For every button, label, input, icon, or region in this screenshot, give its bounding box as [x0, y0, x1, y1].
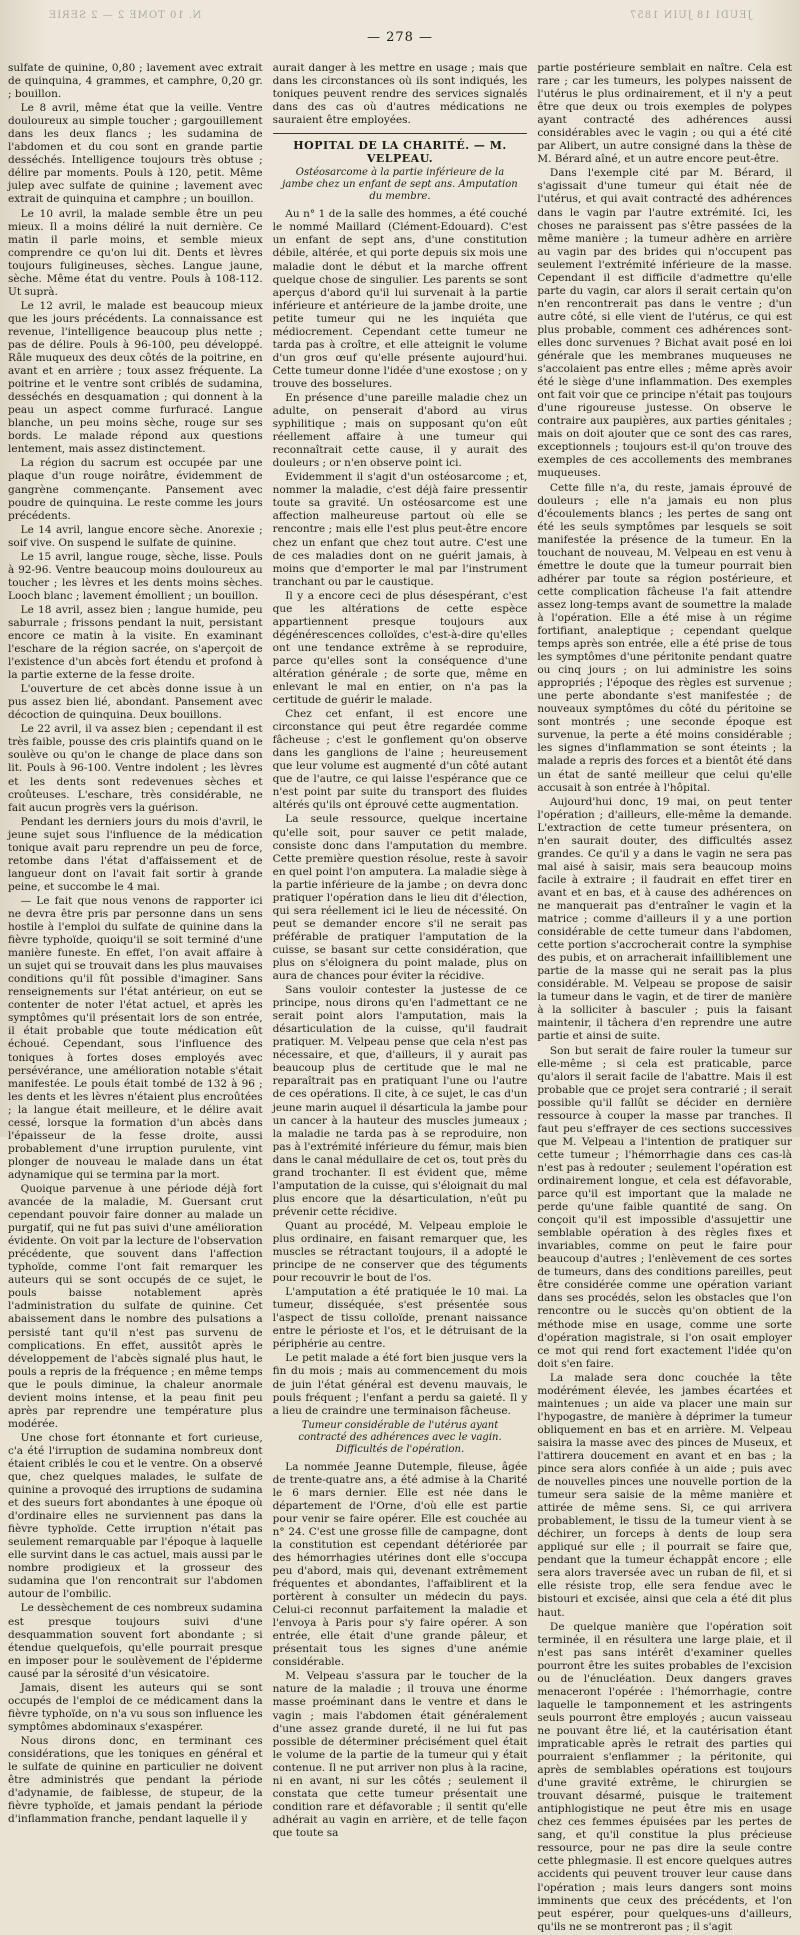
- paragraph: Cette fille n'a, du reste, jamais éprouvé de douleurs ; elle n'a jamais eu non plus d'écoulements blancs ; les pertes de sang ont été les seuls symptômes par lesquels se soit manifestée la présence de la tumeur. En la touchant de nouveau, M. Velpeau en est venu à émettre le doute que la tumeur pourrait bien adhérer par toute sa région postérieure, et cette complication fâcheuse l'a fait attendre assez long-temps avant de soumettre la malade à l'opération. Elle a été mise à un régime fortifiant, analeptique ; cependant quelque temps après son entrée, elle a été prise de tous les symptômes d'une péritonite pendant quatre ou cinq jours ; on lui administre les soins appropriés ; l'époque des règles est survenue ; une perte abondante s'est manifestée ; de nouveaux symptômes du côté du péritoine se sont montrés ; une seconde époque est survenue, la perte a été moins considérable ; les signes d'inflammation se sont éteints ; la malade a repris des forces et a bientôt été dans un état de santé meilleur que celui qu'elle accusait à son entrée à l'hôpital.: [537, 481, 792, 794]
- paragraph: Nous dirons donc, en terminant ces considérations, que les toniques en général et le sulfate de quinine en particulier ne doivent être administrés que pendant la période d'adynamie, de faiblesse, de stupeur, de la fièvre typhoïde, et jamais pendant la période d'inflammation franche, pendant laquelle il y: [8, 1734, 263, 1826]
- paragraph: La nommée Jeanne Dutemple, fileuse, âgée de trente-quatre ans, a été admise à la Charité le 6 mars dernier. Elle est née dans le département de l'Orne, d'où elle est partie pour venir se faire opérer. Elle est couchée au n° 24. C'est une grosse fille de campagne, dont la constitution est cependant détériorée par des hémorrhagies utérines dont elle s'occupa peu d'abord, mais qui, devenant extrêmement fréquentes et abondantes, l'affaiblirent et la portèrent à consulter un médecin du pays. Celui-ci reconnut parfaitement la maladie et l'envoya à Paris pour s'y faire opérer. A son entrée, elle était d'une grande pâleur, et présentait tous les signes d'une anémie considérable.: [272, 1460, 528, 1669]
- paragraph: partie postérieure semblait en naître. Cela est rare ; car les tumeurs, les polypes naissent de l'utérus le plus ordinairement, et il n'y a peut être que deux ou trois exemples de polypes ayant contracté des adhérences aussi considérables avec le vagin ; ou qui a été cité par Alibert, un autre consigné dans la thèse de M. Bérard aîné, et un autre encore peut-être.: [537, 62, 792, 166]
- article-columns: [8, 62, 792, 1933]
- paragraph: Le petit malade a été fort bien jusque vers la fin du mois ; mais au commencement du mois de juin l'état général est devenu mauvais, le pouls fréquent ; l'enfant a perdu sa gaieté. Il y a lieu de craindre une terminaison fâcheuse.: [272, 1352, 528, 1417]
- paragraph: La région du sacrum est occupée par une plaque d'un rouge noirâtre, évidemment de gangrène commençante. Pansement avec poudre de quinquina. Le reste comme les jours précédents.: [8, 457, 263, 522]
- paragraph: Son but serait de faire rouler la tumeur sur elle-même ; si cela est praticable, parce qu'alors il serait facile de l'abattre. Mais il est probable que ce projet sera contrarié ; il serait possible qu'il fallût se décider en dernière ressource à couper la masse par tranches. Il faut peu s'effrayer de ces sections successives que M. Velpeau a l'intention de pratiquer sur cette tumeur ; l'hémorrhagie dans ces cas-là n'est pas à redouter ; seulement l'opération est ordinairement longue, et cela est défavorable, parce qu'il est important que la malade ne perde qu'une faible quantité de sang. On conçoit qu'il est impossible d'assujettir une semblable opération à des règles fixes et invariables, comme on peut le faire pour beaucoup d'autres ; l'enlèvement de ces sortes de tumeurs, dans des conditions pareilles, peut être considérée comme une opération variant dans ses procédés, selon les obstacles que l'on rencontre ou le succès qu'on obtient de la méthode mise en usage, comme une sorte d'opération magistrale, si l'on osait employer ce mot qui rend fort exactement l'idée qu'on doit s'en faire.: [537, 1044, 792, 1370]
- paragraph: — Le fait que nous venons de rapporter ici ne devra être pris par personne dans un sens hostile à l'emploi du sulfate de quinine dans la fièvre typhoïde, quoiqu'il se soit terminé d'une manière funeste. En effet, l'on avait affaire à un sujet qui se trouvait dans les plus mauvaises conditions qu'il fût possible d'imaginer. Sans renseignements sur l'état antérieur, on eut se contenter de noter l'état actuel, et après les symptômes qu'il présentait lors de son entrée, il était probable que toute médication eût échoué. Cependant, sous l'influence des toniques à fortes doses employés avec persévérance, une amélioration notable s'était manifestée. Le pouls était tombé de 132 à 96 ; les dents et les lèvres n'étaient plus encroûtées ; la langue était meilleure, et le délire avait cessé, lorsque la formation d'un abcès dans l'épaisseur de la fesse droite, aussi probablement d'une irruption purulente, vint plonger de nouveau le malade dans un état adynamique qui se termina par la mort.: [8, 894, 263, 1181]
- section-title: HOPITAL DE LA CHARITÉ. — M. VELPEAU.: [293, 139, 507, 166]
- page-header: [8, 0, 792, 58]
- paragraph: La malade sera donc couchée la tête modérément élevée, les jambes écartées et maintenues ; un aide va placer une main sur l'hypogastre, de manière à déprimer la tumeur obliquement en bas et en arrière. M. Velpeau saisira la masse avec des pinces de Museux, et l'attirera doucement en avant et en bas ; la pince sera alors confiée à un aide ; puis avec de nouvelles pinces une nouvelle portion de la tumeur sera saisie de la même manière et attirée de même sens. Si, ce qui arrivera probablement, le tissu de la tumeur vient à se déchirer, un forceps à dents de loup sera appliqué sur elle ; il pourrait se faire que, pendant que la tumeur échappât encore ; elle sera alors traversée avec un ruban de fil, et si elle résiste trop, elle sera fendue avec le bistouri et excisée, ainsi que cela a été dit plus haut.: [537, 1371, 792, 1619]
- paragraph: Evidemment il s'agit d'un ostéosarcome ; et, nommer la maladie, c'est déjà faire pressentir toute sa gravité. Un ostéosarcome est une affection malheureuse partout où elle se rencontre ; mais elle l'est plus peut-être encore chez un enfant que chez tout autre. C'est une de ces maladies dont on ne guérit jamais, à moins que d'emporter le mal par l'instrument tranchant ou par le caustique.: [272, 471, 528, 588]
- paragraph: Le 8 avril, même état que la veille. Ventre douloureux au simple toucher ; gargouillement dans les deux flancs ; les sudamina de l'abdomen et du cou sont en grande partie desséchés. Intelligence toujours très obtuse ; délire par moments. Pouls à 120, petit. Même julep avec sulfate de quinine ; lavement avec extrait de quinquina et camphre ; un bouillon.: [8, 102, 263, 206]
- paragraph: Le 22 avril, il va assez bien ; cependant il est très faible, pousse des cris plaintifs quand on le soulève ou qu'on le change de place dans son lit. Pouls à 96-100. Ventre indolent ; les lèvres et les dents sont redevenues sèches et croûteuses. L'eschare, très considérable, ne fait aucun progrès vers la guérison.: [8, 723, 263, 814]
- paragraph: L'ouverture de cet abcès donne issue à un pus assez bien lié, abondant. Pansement avec décoction de quinquina. Deux bouillons.: [8, 683, 263, 722]
- paragraph: Jamais, disent les auteurs qui se sont occupés de l'emploi de ce médicament dans la fièvre typhoïde, on n'a vu sous son influence les symptômes abdominaux s'exaspérer.: [8, 1681, 263, 1733]
- paragraph: De quelque manière que l'opération soit terminée, il en résultera une large plaie, et il n'est pas sans intérêt d'examiner quelles pourront être les suites probables de l'excision ou de l'énucléation. Deux dangers graves menaceront l'opérée : l'hémorrhagie, contre laquelle le tamponnement et les astringents seuls pourront être employés ; aucun vaisseau ne pouvant être lié, et la cautérisation étant impraticable après le retrait des parties qui pourraient s'enflammer ; la péritonite, qui après de semblables opérations est toujours d'une gravité extrême, le chirurgien se trouvant désarmé, puisque le traitement antiphlogistique ne peut être mis en usage chez ces femmes épuisées par les pertes de sang, et qu'il constitue la plus précieuse ressource, pour ne pas dire la seule contre cette phlegmasie. Il est encore quelques autres accidents qui peuvent trouver leur cause dans l'opération ; mais leurs dangers sont moins imminents que ceux des précédents, et l'on peut espérer, pour quelques-uns d'ailleurs, qu'ils ne se montreront pas ; il s'agit: [537, 1620, 792, 1933]
- paragraph: Le dessèchement de ces nombreux sudamina est presque toujours suivi d'une desquammation souvent fort abondante ; si étendue quelquefois, qu'elle pourrait presque en imposer pour le soulèvement de l'épiderme causé par la sérosité d'un vésicatoire.: [8, 1602, 263, 1680]
- paragraph: Aujourd'hui donc, 19 mai, on peut tenter l'opération ; d'ailleurs, elle-même la demande. L'extraction de cette tumeur présentera, on n'en saurait douter, des difficultés assez grandes. Ce qu'il y a dans le vagin ne sera pas mal aisé à saisir, mais sera beaucoup moins facile à extraire ; il faudrait en effet tirer en avant et en bas, et à cause des adhérences on ne manquerait pas d'entraîner le vagin et la matrice ; comme d'ailleurs il y a une portion considérable de cette tumeur dans l'abdomen, cette portion s'accrocherait contre la symphise des pubis, et on arracherait infailliblement une partie de la masse qui ne serait pas la plus considérable. M. Velpeau se propose de saisir la tumeur dans le vagin, et de tirer de manière à la solliciter à basculer ; puis la faisant maintenir, il tâchera d'en reprendre une autre partie et ainsi de suite.: [537, 795, 792, 1043]
- paragraph: Il y a encore ceci de plus désespérant, c'est que les altérations de cette espèce appartiennent presque toujours aux dégénérescences colloïdes, c'est-à-dire qu'elles ont une tendance extrême à se reproduire, parce qu'elles sont la conséquence d'une altération générale ; de sorte que, même en enlevant le mal en entier, on n'a pas la certitude de guérir le malade.: [272, 589, 528, 707]
- paragraph: L'amputation a été pratiquée le 10 mai. La tumeur, disséquée, s'est présentée sous l'aspect de tissu colloïde, prenant naissance entre le périoste et l'os, et le détruisant de la périphérie au centre.: [272, 1286, 528, 1351]
- paragraph: Quoique parvenue à une période déjà fort avancée de la maladie, M. Guersant crut cependant pouvoir faire donner au malade un purgatif, qui ne fut pas suivi d'une amélioration évidente. On voit par la lecture de l'observation précédente, que souvent dans l'affection typhoïde, comme l'ont fait remarquer les auteurs qui se sont occupés de ce sujet, le pouls baisse notablement après l'administration du sulfate de quinine. Cet abaissement dans le nombre des pulsations a persisté tant qu'il n'est pas survenu de complications. En effet, aussitôt après le développement de l'abcès signalé plus haut, le pouls a repris de la fréquence ; en même temps que le pouls diminue, la chaleur anormale devient moins intense, et la peau finit peu après par reprendre une température plus modérée.: [8, 1182, 263, 1430]
- paragraph: aurait danger à les mettre en usage ; mais que dans les circonstances où ils sont indiqués, les toniques peuvent rendre des services signalés dans des cas où d'autres médications ne sauraient être employées.: [272, 62, 528, 127]
- column-1: [8, 62, 263, 1935]
- paragraph: Le 12 avril, le malade est beaucoup mieux que les jours précédents. La connaissance est revenue, l'intelligence beaucoup plus nette ; pas de délire. Pouls à 96-100, peu développé. Râle muqueux des deux côtés de la poitrine, en avant et en arrière ; toux assez fréquente. La poitrine et le ventre sont criblés de sudamina, desséchés en desquamation ; qui donnent à la peau un aspect comme furfuracé. Langue blanche, un peu moins sèche, rouge sur ses bords. Le malade répond aux questions lentement, mais assez distinctement.: [8, 299, 263, 456]
- paragraph: sulfate de quinine, 0,80 ; lavement avec extrait de quinquina, 4 grammes, et camphre, 0,20 gr. ; bouillon.: [8, 62, 263, 101]
- paragraph: Le 15 avril, langue rouge, sèche, lisse. Pouls à 92-96. Ventre beaucoup moins douloureux au toucher ; les lèvres et les dents moins sèches. Looch blanc ; lavement émollient ; un bouillon.: [8, 550, 263, 602]
- show-through-text-right: JEUDI 18 JUIN 1857: [629, 10, 752, 21]
- paragraph: Dans l'exemple cité par M. Bérard, il s'agissait d'une tumeur qui était née de l'utérus, et qui avait contracté des adhérences dans le vagin par l'autre extrémité. Ici, les choses ne paraissent pas s'être passées de la même manière ; la tumeur adhère en arrière au vagin par des brides qui n'occupent pas seulement l'extrémité inférieure de la masse. Cependant il est difficile d'admettre qu'elle parte du vagin, car alors il serait certain qu'on n'en rencontrerait pas dans le ventre ; d'un autre côté, si elle vient de l'utérus, ce qui est plus probable, comment ces adhérences sont-elles donc survenues ? Bichat avait posé en loi générale que les membranes muqueuses ne s'accolaient pas entre elles ; même après avoir été le siège d'une inflammation. Des exemples ont fait voir que ce principe n'était pas toujours d'une rigoureuse justesse. On observe le contraire aux paupières, aux parties génitales ; mais on doit ajouter que ce sont des cas rares, exceptionnels ; toujours est-il qu'on trouve des exemples de ces accollements des membranes muqueuses.: [537, 167, 792, 480]
- paragraph: En présence d'une pareille maladie chez un adulte, on penserait d'abord au virus syphilitique ; mais on supposant qu'on eût réellement affaire à une tumeur qui reconnaîtrait cette cause, il y aurait des douleurs ; or n'en observe point ici.: [272, 391, 528, 470]
- paragraph: La seule ressource, quelque incertaine qu'elle soit, pour sauver ce petit malade, consiste donc dans l'amputation du membre. Cette première question résolue, reste à savoir en quel point l'on amputera. La maladie siège à la partie inférieure de la jambe ; on devra donc pratiquer l'opération dans le lieu dit d'élection, qui sera réellement ici le lieu de nécessité. On peut se demander encore s'il ne serait pas préférable de pratiquer l'amputation de la cuisse, se basant sur cette considération, que plus on s'éloignera du point malade, plus on aura de chances pour éviter la récidive.: [272, 813, 528, 983]
- paragraph: M. Velpeau s'assura par le toucher de la nature de la maladie ; il trouva une énorme masse proéminant dans le ventre et dans le vagin ; mais l'abdomen était généralement d'une assez grande dureté, il ne lui fut pas possible de déterminer précisément quel était le volume de la partie de la tumeur qui y était contenue. Il ne put arriver non plus à la racine, ni en avant, ni sur les côtés ; seulement il constata que cette tumeur présentait une condition rare et défavorable ; il sentit qu'elle adhérait au vagin en arrière, et de telle façon que toute sa: [272, 1670, 528, 1839]
- page-number: — 278 —: [366, 30, 434, 45]
- paragraph: Pendant les derniers jours du mois d'avril, le jeune sujet sous l'influence de la médication tonique avait paru reprendre un peu de force, retombe dans l'état d'affaissement et de langueur dont on l'avait fait sortir à grande peine, et succombe le 4 mai.: [8, 815, 263, 893]
- show-through-text-left: N. 10 TOME 2 — 2 SERIE: [48, 10, 202, 21]
- column-2: [273, 62, 528, 1935]
- column-3: [537, 62, 792, 1935]
- paragraph: Au n° 1 de la salle des hommes, a été couché le nommé Maillard (Clément-Edouard). C'est un enfant de sept ans, d'une constitution débile, altérée, et qui porte depuis six mois une maladie dont le début et la marche offrent quelque chose de singulier. Les parents se sont aperçus d'abord qu'il lui survenait à la partie inférieure et antérieure de la jambe droite, une petite tumeur qui ne les inquiéta que médiocrement. Cependant cette tumeur ne tarda pas à croître, et elle atteignit le volume d'un gros œuf qu'elle présente aujourd'hui. Cette tumeur donne l'idée d'une exostose ; on y trouve des bosselures.: [272, 208, 528, 390]
- paragraph: Sans vouloir contester la justesse de ce principe, nous dirons qu'en l'admettant ce ne serait point alors l'amputation, mais la désarticulation de la cuisse, qu'il faudrait pratiquer. M. Velpeau pense que cela n'est pas nécessaire, et que, d'ailleurs, il y aurait pas beaucoup plus de certitude que le mal ne reparaîtrait pas en pratiquant l'une ou l'autre de ces opérations. Il cite, à ce sujet, le cas d'un jeune marin auquel il désarticula la jambe pour un cancer à la hauteur des muscles jumeaux ; la maladie ne tarda pas à se reproduire, non pas à l'extrémité inférieure du fémur, mais bien dans le canal médullaire de cet os, tout près du grand trochanter. Il est évident que, même l'amputation de la cuisse, qui s'éloignait du mal plus encore que la désarticulation, n'eût pu prévenir cette récidive.: [272, 984, 528, 1218]
- paragraph: Chez cet enfant, il est encore une circonstance qui peut être regardée comme fâcheuse ; c'est le gonflement qu'on observe dans les ganglions de l'aine ; heureusement que leur volume est augmenté d'un côté autant que de l'autre, ce qui laisse l'espérance que ce n'est point par suite du transport des fluides altérés qu'ils ont éprouvé cette augmentation.: [272, 708, 528, 812]
- article-subtitle: Ostéosarcome à la partie inférieure de la jambe chez un enfant de sept ans. Amputation du membre.: [282, 167, 518, 203]
- article-subtitle: Tumeur considérable de l'utérus ayant contracté des adhérences avec le vagin. Difficultés de l'opération.: [298, 1419, 502, 1455]
- paragraph: Le 18 avril, assez bien ; langue humide, peu saburrale ; frissons pendant la nuit, persistant encore ce matin à la visite. En examinant l'eschare de la région sacrée, on s'aperçoit de l'existence d'un abcès fort étendu et profond à la partie externe de la fesse droite.: [8, 603, 263, 682]
- paragraph: Une chose fort étonnante et fort curieuse, c'a été l'irruption de sudamina nombreux dont étaient criblés le cou et le ventre. On a observé que, chez quelques malades, le sulfate de quinine a provoqué des irruptions de sudamina et des sueurs fort abondantes à une époque où d'ordinaire elles ne surviennent pas dans la fièvre typhoïde. Cette irruption n'était pas seulement remarquable par l'époque à laquelle elle survint dans le cas actuel, mais aussi par le nombre prodigieux et la grosseur des sudamina que l'on rencontrait sur l'abdomen autour de l'ombilic.: [8, 1431, 263, 1601]
- paragraph: Quant au procédé, M. Velpeau emploie le plus ordinaire, en faisant remarquer que, les muscles se rétractant toujours, il a adopté le principe de ne conserver que des téguments pour recouvrir le bout de l'os.: [272, 1219, 528, 1285]
- paragraph: Le 10 avril, la malade semble être un peu mieux. Il a moins déliré la nuit dernière. Ce matin il parle moins, et semble mieux comprendre ce qu'on lui dit. Dents et lèvres toujours fuligineuses, sèches. Langue jaune, sèche. Même état du ventre. Pouls à 108-112. Ut suprà.: [8, 207, 263, 298]
- paragraph: Le 14 avril, langue encore sèche. Anorexie ; soif vive. On suspend le sulfate de quinine.: [8, 523, 263, 549]
- section-divider: [273, 133, 528, 134]
